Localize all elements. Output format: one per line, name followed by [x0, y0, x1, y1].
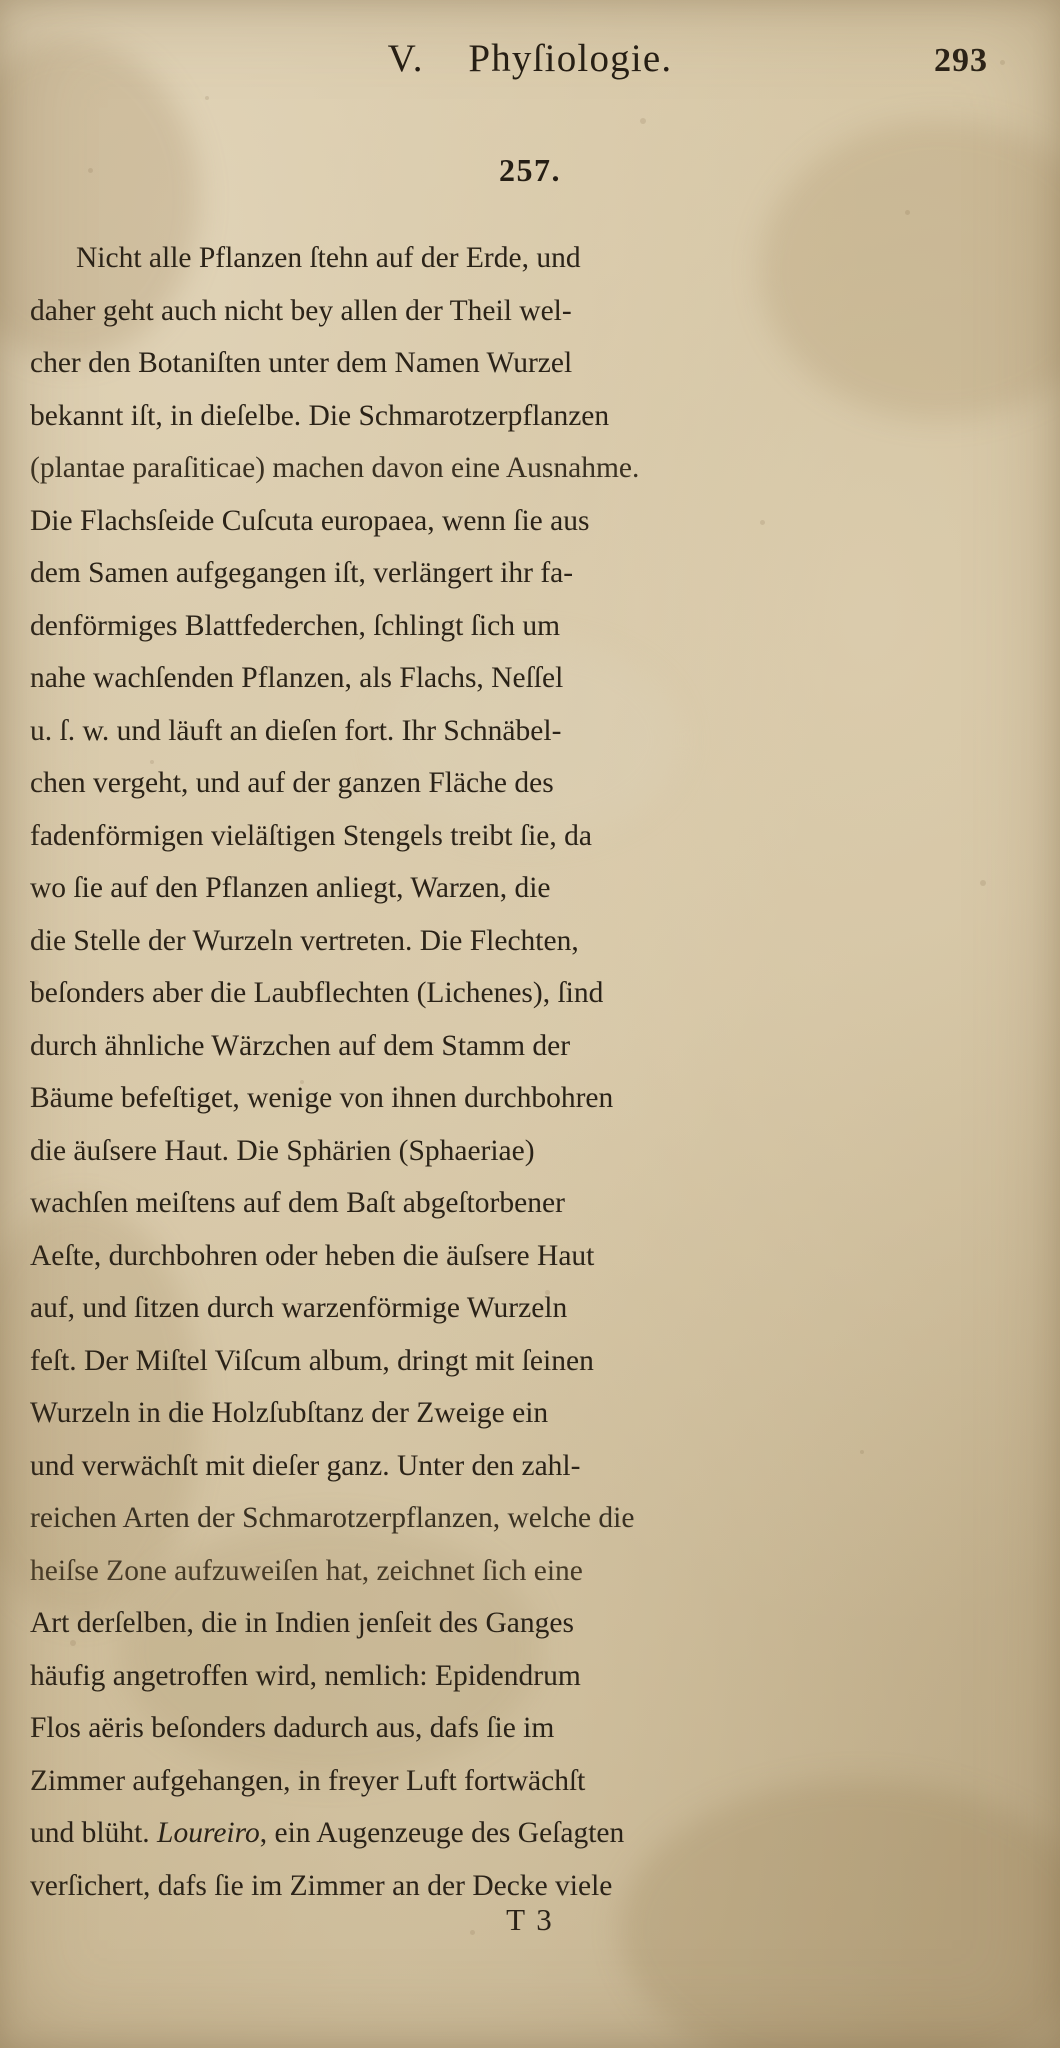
- text-line: chen vergeht, und auf der ganzen Fläche des: [30, 767, 554, 799]
- text-line: Bäume befeſtiget, wenige von ihnen durchbohren: [30, 1082, 614, 1114]
- text-line: Aeſte, durchbohren oder heben die äuſsere Haut: [30, 1239, 595, 1272]
- text-line: durch ähnliche Wärzchen auf dem Stamm der: [30, 1029, 571, 1062]
- text-line: Flos aëris beſonders dadurch aus, dafs ſie im: [30, 1712, 555, 1744]
- text-line: Art derſelben, die in Indien jenſeit des Ganges: [30, 1607, 574, 1639]
- paper-speck: [905, 210, 910, 215]
- text-line: reichen Arten der Schmarotzerpflanzen, welche die: [30, 1502, 635, 1534]
- text-line: und blüht. Loureiro, ein Augenzeuge des Geſagten: [30, 1817, 625, 1849]
- text-line: feſt. Der Miſtel Viſcum album, dringt mit ſeinen: [30, 1344, 594, 1377]
- running-title-text: Phyſiologie.: [468, 37, 673, 80]
- text-line: bekannt iſt, in dieſelbe. Die Schmarotzerpflanzen: [30, 399, 610, 432]
- text-line: dem Samen aufgegangen iſt, verlängert ihr fa-: [30, 557, 574, 589]
- text-line: Nicht alle Pflanzen ſtehn auf der Erde, und: [76, 242, 581, 274]
- italic-proper-name: Loureiro: [157, 1817, 260, 1849]
- text-line: Die Flachsſeide Cuſcuta europaea, wenn ſie aus: [30, 504, 590, 537]
- page-header: [0, 36, 1060, 92]
- text-line: nahe wachſenden Pflanzen, als Flachs, Neſſel: [30, 662, 564, 694]
- text-line: die Stelle der Wurzeln vertreten. Die Flechten,: [30, 924, 579, 957]
- text-line: wo ſie auf den Pflanzen anliegt, Warzen, die: [30, 872, 551, 904]
- text-line: wachſen meiſtens auf dem Baſt abgeſtorbener: [30, 1187, 565, 1219]
- text-line: häufig angetroffen wird, nemlich: Epidendrum: [30, 1659, 581, 1692]
- page-signature: T 3: [506, 1902, 554, 1937]
- text-line: heiſse Zone aufzuweiſen hat, zeichnet ſich eine: [30, 1554, 583, 1587]
- text-line: Zimmer aufgehangen, in freyer Luft fortwächſt: [30, 1764, 586, 1797]
- text-line: die äuſsere Haut. Die Sphärien (Sphaeriae): [30, 1134, 535, 1167]
- paper-speck: [640, 118, 646, 124]
- text-line: beſonders aber die Laubflechten (Lichenes), ſind: [30, 977, 604, 1009]
- paragraph: [30, 232, 1030, 1912]
- text-line: Wurzeln in die Holzſubſtanz der Zweige ein: [30, 1397, 549, 1429]
- section-number: 257.: [499, 152, 561, 188]
- running-title: [0, 36, 1060, 81]
- text-line: denförmiges Blattfederchen, ſchlingt ſich um: [30, 609, 561, 642]
- body-text: [30, 232, 1030, 1912]
- text-line: auf, und ſitzen durch warzenförmige Wurzeln: [30, 1292, 568, 1324]
- text-line: und verwächſt mit dieſer ganz. Unter den zahl-: [30, 1449, 581, 1482]
- volume-numeral: V.: [387, 37, 425, 80]
- text-line: u. ſ. w. und läuft an dieſen fort. Ihr Schnäbel-: [30, 714, 562, 747]
- text-line: daher geht auch nicht bey allen der Theil wel-: [30, 294, 572, 327]
- text-line: (plantae paraſiticae) machen davon eine Ausnahme.: [30, 452, 640, 484]
- text-line: verſichert, dafs ſie im Zimmer an der Decke viele: [30, 1869, 613, 1902]
- text-line: cher den Botaniſten unter dem Namen Wurzel: [30, 347, 573, 379]
- paper-speck: [205, 96, 209, 100]
- text-line: fadenförmigen vieläſtigen Stengels treibt ſie, da: [30, 819, 592, 852]
- page-number: 293: [934, 42, 988, 79]
